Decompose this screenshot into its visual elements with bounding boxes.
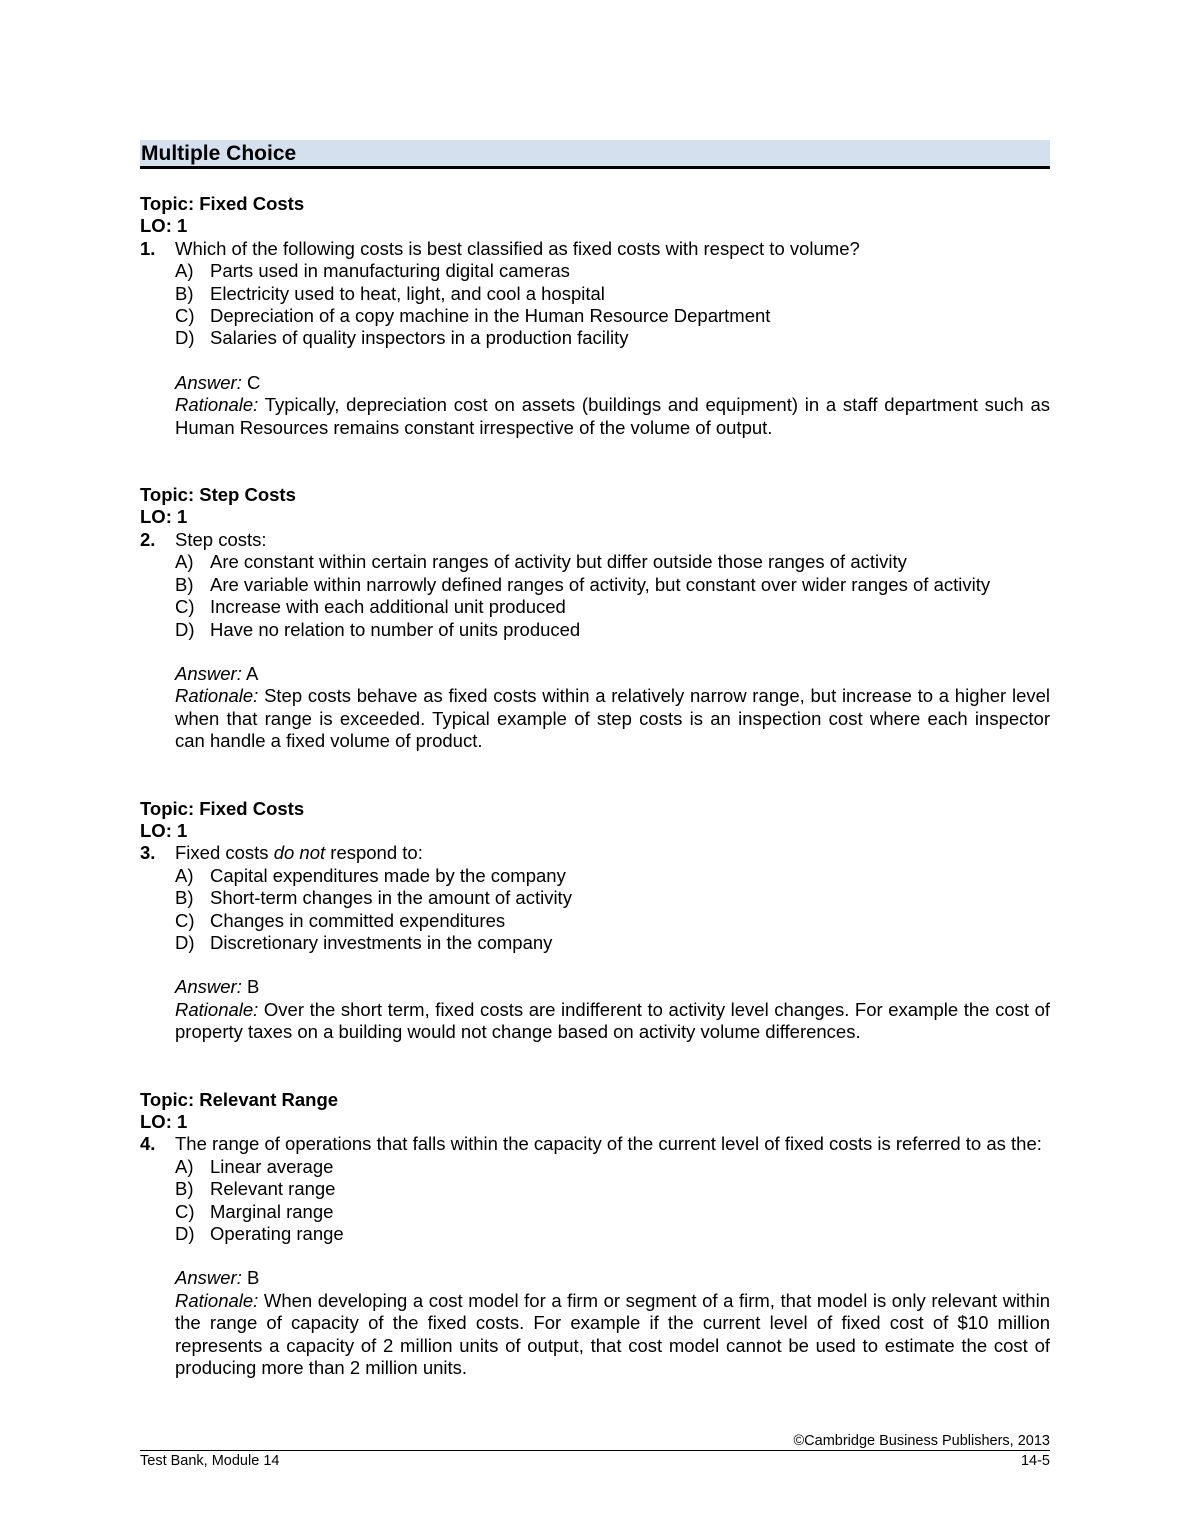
option-text: Operating range	[210, 1223, 344, 1245]
question-lo: LO: 1	[140, 1111, 188, 1132]
rationale-text: When developing a cost model for a firm or segment of a firm, that model is only relevant within the range of capacity of the fixed costs. For example if the current level of fixed cost of $10 million represents a capacity of 2 million units of output, that cost model cannot be used to estimate the cost of producing more than 2 million units.	[175, 1289, 1050, 1379]
page-content	[140, 140, 1050, 1379]
question-stem	[140, 842, 1050, 864]
rationale-text: Over the short term, fixed costs are indifferent to activity level changes. For example the cost of property taxes on a building would not change based on activity volume differences.	[175, 998, 1051, 1043]
question-stem	[140, 529, 1050, 551]
rationale	[175, 999, 1050, 1044]
option-a	[175, 865, 1050, 887]
option-d	[175, 619, 1050, 641]
question-text: Step costs:	[175, 528, 267, 550]
footer-module-label: Test Bank, Module 14	[140, 1453, 280, 1469]
section-title: Multiple Choice	[140, 140, 1050, 169]
option-letter: D)	[175, 327, 195, 349]
question-number: 3.	[140, 842, 156, 864]
options-list	[140, 551, 1050, 641]
answer-block	[140, 976, 1050, 1043]
answer-line	[175, 663, 1050, 685]
question-1	[140, 193, 1050, 439]
rationale-text: Step costs behave as fixed costs within a relatively narrow range, but increase to a higher level when that range is exceeded. Typical example of step costs is an inspection cost where each inspector can handle a fixed volume of product.	[175, 685, 1051, 752]
option-a	[175, 1156, 1050, 1178]
rationale	[175, 685, 1050, 752]
answer-block	[140, 372, 1050, 439]
answer-line	[175, 1267, 1050, 1289]
question-number: 4.	[140, 1133, 156, 1155]
answer-block	[140, 1267, 1050, 1379]
question-3	[140, 798, 1050, 1044]
option-a	[175, 551, 1050, 573]
stem-part: respond to:	[325, 842, 423, 864]
question-text: Which of the following costs is best classified as fixed costs with respect to volume?	[175, 237, 860, 259]
stem-part: Fixed costs	[175, 842, 274, 864]
answer-label: Answer:	[175, 976, 242, 998]
option-letter: C)	[175, 305, 195, 327]
option-d	[175, 327, 1050, 349]
page-number: 14-5	[1020, 1453, 1050, 1469]
option-text: Capital expenditures made by the company	[210, 864, 566, 886]
option-b	[175, 887, 1050, 909]
option-letter: D)	[175, 618, 195, 640]
options-list	[140, 260, 1050, 350]
answer-value: B	[246, 976, 260, 998]
option-text: Depreciation of a copy machine in the Human Resource Department	[210, 305, 771, 327]
option-text: Are constant within certain ranges of activity but differ outside those ranges of activity	[210, 551, 907, 573]
answer-value: A	[245, 662, 259, 684]
option-c	[175, 305, 1050, 327]
page-footer	[140, 1432, 1050, 1470]
question-number: 2.	[140, 528, 156, 550]
rationale-label: Rationale:	[175, 998, 259, 1020]
option-text: Are variable within narrowly defined ranges of activity, but constant over wider ranges of activity	[210, 573, 991, 595]
option-c	[175, 910, 1050, 932]
question-lo: LO: 1	[140, 215, 188, 237]
option-letter: B)	[175, 1178, 194, 1200]
question-topic: Topic: Fixed Costs	[140, 193, 305, 214]
answer-label: Answer:	[175, 1267, 242, 1289]
question-stem	[140, 1133, 1050, 1155]
option-text: Changes in committed expenditures	[210, 909, 506, 931]
option-text: Salaries of quality inspectors in a production facility	[210, 327, 629, 349]
question-lo: LO: 1	[140, 819, 188, 841]
question-number: 1.	[140, 237, 156, 259]
option-text: Have no relation to number of units produced	[210, 618, 581, 640]
question-text	[175, 842, 1050, 864]
answer-line	[175, 976, 1050, 998]
options-list	[140, 1156, 1050, 1246]
options-list	[140, 865, 1050, 955]
option-letter: C)	[175, 1200, 195, 1222]
question-stem	[140, 238, 1050, 260]
option-letter: A)	[175, 260, 194, 282]
option-d	[175, 932, 1050, 954]
option-letter: C)	[175, 909, 195, 931]
option-text: Short-term changes in the amount of activity	[210, 887, 572, 909]
option-d	[175, 1223, 1050, 1245]
answer-value: B	[246, 1267, 260, 1289]
answer-label: Answer:	[175, 662, 242, 684]
option-text: Linear average	[210, 1155, 334, 1177]
option-c	[175, 596, 1050, 618]
footer-line	[140, 1450, 1050, 1470]
stem-emphasis: do not	[273, 842, 326, 864]
option-letter: B)	[175, 887, 194, 909]
question-topic: Topic: Fixed Costs	[140, 797, 305, 819]
rationale	[175, 1290, 1050, 1380]
option-text: Discretionary investments in the company	[210, 931, 553, 953]
option-b	[175, 1178, 1050, 1200]
option-a	[175, 260, 1050, 282]
rationale-label: Rationale:	[175, 1289, 259, 1311]
option-letter: D)	[175, 931, 195, 953]
option-b	[175, 574, 1050, 596]
option-c	[175, 1201, 1050, 1223]
answer-block	[140, 663, 1050, 753]
option-letter: C)	[175, 596, 195, 618]
question-topic: Topic: Relevant Range	[140, 1088, 339, 1110]
answer-line	[175, 372, 1050, 394]
option-text: Parts used in manufacturing digital cameras	[210, 260, 570, 282]
question-4	[140, 1089, 1050, 1380]
rationale-label: Rationale:	[175, 394, 259, 416]
answer-label: Answer:	[175, 371, 242, 393]
rationale	[175, 394, 1050, 439]
question-2	[140, 484, 1050, 752]
rationale-text: Typically, depreciation cost on assets (buildings and equipment) in a staff department such as Human Resources remains constant irrespective of the volume of output.	[175, 394, 1050, 438]
option-text: Increase with each additional unit produced	[210, 596, 566, 618]
question-topic: Topic: Step Costs	[140, 484, 296, 506]
answer-value: C	[246, 371, 261, 393]
option-letter: D)	[175, 1223, 195, 1245]
option-text: Relevant range	[210, 1178, 336, 1200]
option-b	[175, 283, 1050, 305]
option-text: Marginal range	[210, 1200, 334, 1222]
question-lo: LO: 1	[140, 506, 188, 528]
option-text: Electricity used to heat, light, and cool a hospital	[210, 282, 605, 304]
question-text: The range of operations that falls within the capacity of the current level of fixed costs is referred to as the:	[175, 1133, 1042, 1155]
option-letter: A)	[175, 551, 194, 573]
option-letter: B)	[175, 282, 194, 304]
option-letter: A)	[175, 1155, 194, 1177]
option-letter: A)	[175, 864, 194, 886]
rationale-label: Rationale:	[175, 685, 259, 707]
copyright-notice: ©Cambridge Business Publishers, 2013	[793, 1433, 1050, 1449]
option-letter: B)	[175, 573, 194, 595]
